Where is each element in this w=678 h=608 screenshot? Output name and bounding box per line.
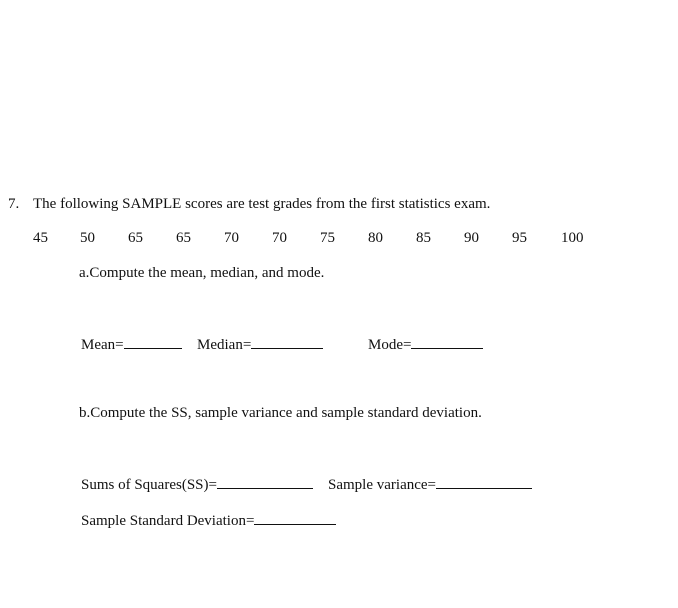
part-a-instruction: a.Compute the mean, median, and mode. — [79, 265, 325, 281]
std-label: Sample Standard Deviation= — [81, 513, 255, 529]
score-value: 85 — [416, 230, 431, 246]
median-answer-blank[interactable] — [251, 336, 323, 349]
score-value: 45 — [33, 230, 48, 246]
variance-field — [328, 476, 532, 493]
score-value: 95 — [512, 230, 527, 246]
ss-field — [81, 476, 313, 493]
mean-label: Mean= — [81, 337, 124, 353]
score-value: 65 — [176, 230, 191, 246]
score-value: 90 — [464, 230, 479, 246]
question-number: 7. — [8, 196, 20, 212]
score-value: 80 — [368, 230, 383, 246]
score-value: 75 — [320, 230, 335, 246]
part-b-instruction: b.Compute the SS, sample variance and sample standard deviation. — [79, 405, 482, 421]
median-label: Median= — [197, 337, 252, 353]
score-value: 70 — [224, 230, 239, 246]
ss-answer-blank[interactable] — [217, 476, 313, 489]
median-field — [197, 336, 323, 353]
mean-answer-blank[interactable] — [124, 336, 182, 349]
ss-label: Sums of Squares(SS)= — [81, 477, 217, 493]
score-value: 50 — [80, 230, 95, 246]
std-field — [81, 512, 336, 529]
mode-field — [368, 336, 483, 353]
mode-answer-blank[interactable] — [411, 336, 483, 349]
score-value: 100 — [561, 230, 584, 246]
mode-label: Mode= — [368, 337, 412, 353]
variance-label: Sample variance= — [328, 477, 436, 493]
score-value: 70 — [272, 230, 287, 246]
question-prompt: The following SAMPLE scores are test grades from the first statistics exam. — [33, 196, 491, 212]
score-value: 65 — [128, 230, 143, 246]
std-answer-blank[interactable] — [254, 512, 336, 525]
mean-field — [81, 336, 182, 353]
variance-answer-blank[interactable] — [436, 476, 532, 489]
